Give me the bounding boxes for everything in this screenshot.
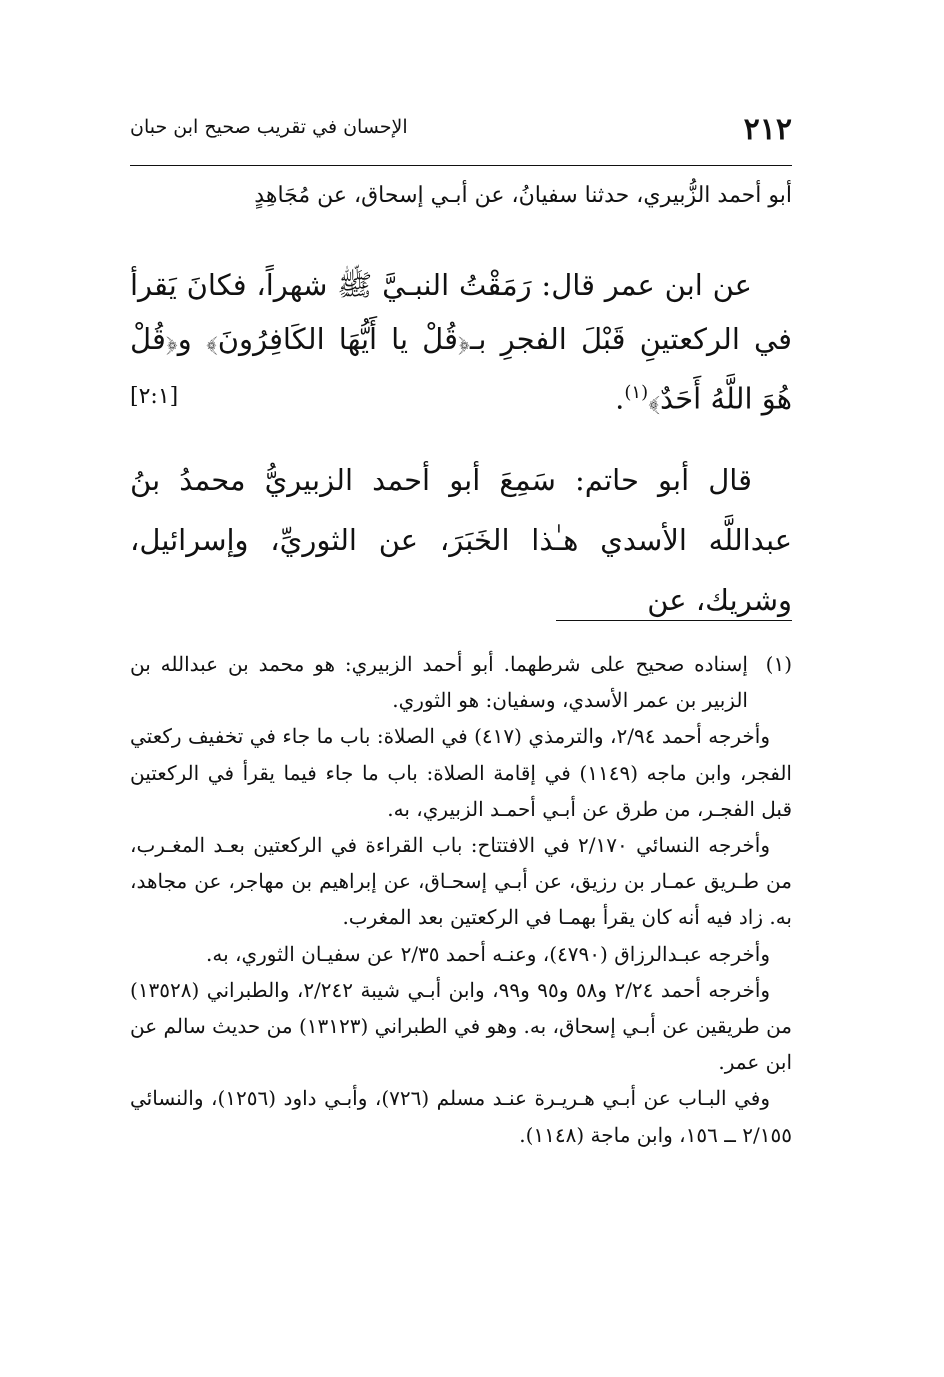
footnote-1 [130, 646, 792, 718]
hadith-reference: [٢:١] [130, 384, 179, 409]
footnote-paragraph: وأخرجه عبـدالرزاق (٤٧٩٠)، وعنـه أحمد ٢/٣٥ عن سفيـان الثوري، به. [205, 941, 770, 966]
hadith-body [130, 258, 792, 426]
hadith-end-dot: . [615, 381, 625, 416]
comment-text: قال أبو حاتم: سَمِعَ أبو أحمد الزبيريُّ محمدُ بنُ عبداللَّه الأسدي هـٰذا الخَبَرَ، عن الثوريِّ، وإسرائيل، وشريك، عن [130, 463, 792, 617]
footnotes [130, 646, 792, 1153]
page-number: ٢١٢ [743, 112, 792, 147]
abu-hatim-comment [130, 450, 792, 630]
footnote-separator [556, 620, 792, 621]
footnote-paragraph: إسناده صحيح على شرطهما. أبو أحمد الزبيري: هو محمد بن عبدالله بن الزبير بن عمر الأسدي، وسفيان: هو الثوري. [130, 652, 748, 713]
hadith-matn: عن ابن عمر قال: رَمَقْتُ النبـيَّ ﷺ شهراً، فكانَ يَقرأ في الركعتينِ قَبْلَ الفجرِ بـ﴿قُلْ يا أَيُّهَا الكَافِرُونَ﴾ و﴿قُلْ هُوَ اللَّهُ أَحَدٌ﴾ [130, 268, 792, 416]
footnote-number: (١) [765, 652, 792, 676]
header-rule [130, 165, 792, 166]
footnote-paragraph: وأخرجه أحمد ٢/٢٤ و٥٨ و٩٥ و٩٩، وابن أبـي شيبة ٢/٢٤٢، والطبراني (١٣٥٢٨) من طريقين عن أبـي إسحاق، به. وهو في الطبراني (١٣١٢٣) من حديث سالم عن ابن عمر. [130, 977, 793, 1075]
footnote-paragraph: وأخرجه النسائي ٢/١٧٠ في الافتتاح: باب القراءة في الركعتين بعـد المغـرب، من طـريق عمـار بن رزيق، عن أبـي إسحـاق، عن إبراهيم بن مهاجر، عن مجاهد، به. زاد فيه أنه كان يقرأ بهمـا في الركعتين بعد المغرب. [130, 833, 792, 930]
page-header [130, 108, 792, 158]
footnote-paragraph: وأخرجه أحمد ٢/٩٤، والترمذي (٤١٧) في الصلاة: باب ما جاء في تخفيف ركعتي الفجر، وابن ماجه (١١٤٩) في إقامة الصلاة: باب ما جاء فيما يقرأ في الركعتين قبل الفجـر، من طرق عن أبـي أحمـد الزبيري، به. [130, 724, 792, 821]
isnad-continuation: أبو أحمد الزُّبيري، حدثنا سفيانُ، عن أبـي إسحاق، عن مُجَاهِدٍ [254, 183, 792, 208]
running-title: الإحسان في تقريب صحيح ابن حبان [130, 116, 408, 138]
footnote-paragraph: وفي البـاب عن أبـي هـريـرة عنـد مسلم (٧٢٦)، وأبـي داود (١٢٥٦)، والنسائي ٢/١٥٥ ــ ١٥٦، وابن ماجة (١١٤٨). [130, 1086, 792, 1147]
footnote-body [130, 646, 748, 718]
footnote-marker: (١) [624, 382, 649, 403]
hadith-text-block [130, 258, 792, 426]
